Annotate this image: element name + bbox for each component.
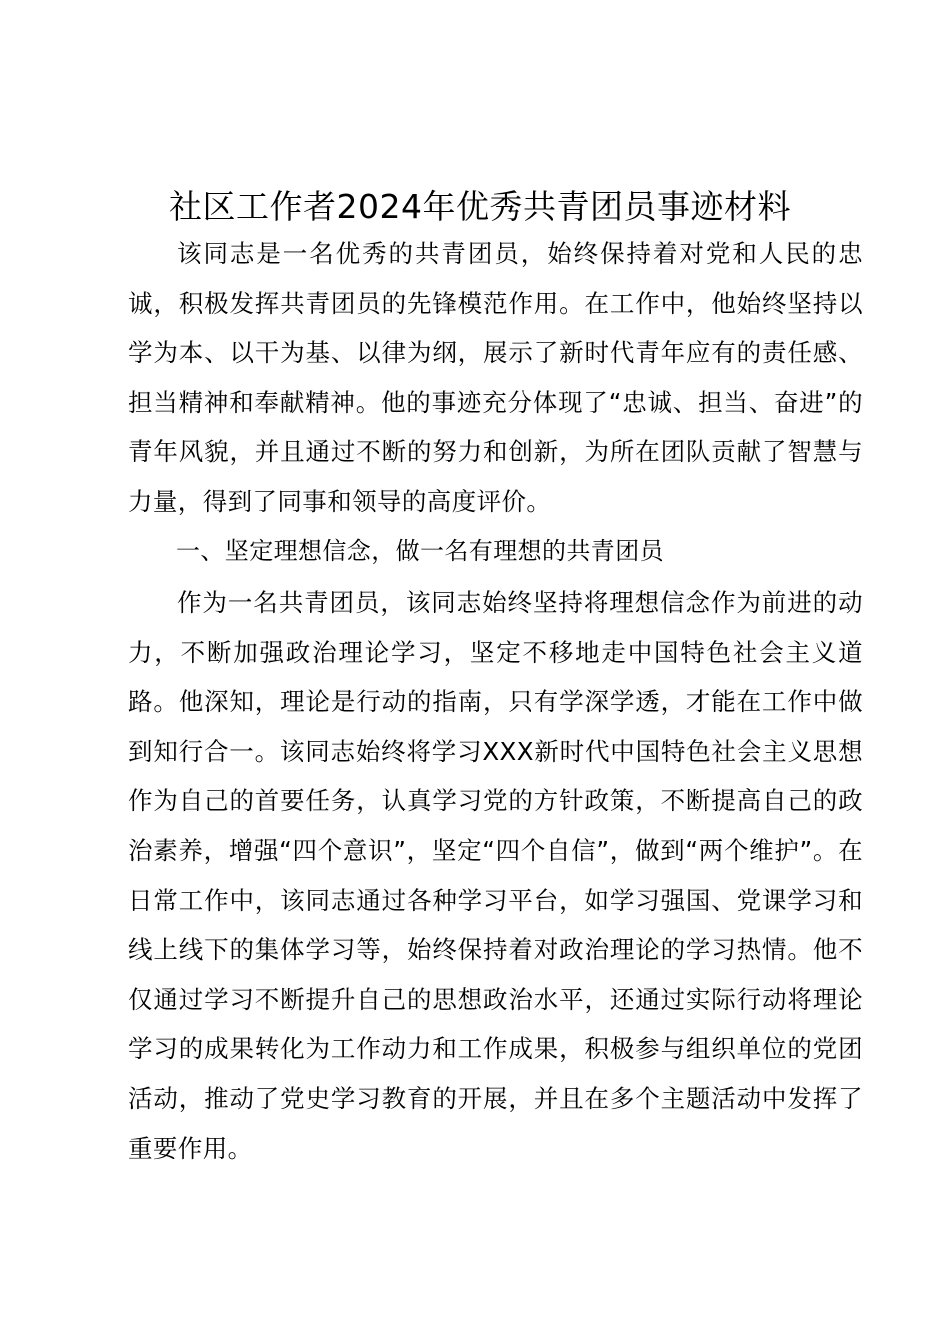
section-heading-1: 一、坚定理想信念，做一名有理想的共青团员 (176, 537, 664, 565)
document-title: 社区工作者2024年优秀共青团员事迹材料 (169, 187, 791, 226)
intro-paragraph: 该同志是一名优秀的共青团员，始终保持着对党和人民的忠诚，积极发挥共青团员的先锋模范作用。在工作中，他始终坚持以学为本、以干为基、以律为纲，展示了新时代青年应有的责任感、担当精神和奉献精神。他的事迹充分体现了“忠诚、担当、奋进”的青年风貌，并且通过不断的努力和创新，为所在团队贡献了智慧与力量，得到了同事和领导的高度评价。 (128, 239, 863, 516)
section-paragraph-1: 作为一名共青团员，该同志始终坚持将理想信念作为前进的动力，不断加强政治理论学习，坚定不移地走中国特色社会主义道路。他深知，理论是行动的指南，只有学深学透，才能在工作中做到知行合一。该同志始终将学习XXX新时代中国特色社会主义思想作为自己的首要任务，认真学习党的方针政策，不断提高自己的政治素养，增强“四个意识”，坚定“四个自信”，做到“两个维护”。在日常工作中，该同志通过各种学习平台，如学习强国、党课学习和线上线下的集体学习等，始终保持着对政治理论的学习热情。他不仅通过学习不断提升自己的思想政治水平，还通过实际行动将理论学习的成果转化为工作动力和工作成果，积极参与组织单位的党团活动，推动了党史学习教育的开展，并且在多个主题活动中发挥了重要作用。 (128, 588, 863, 1163)
